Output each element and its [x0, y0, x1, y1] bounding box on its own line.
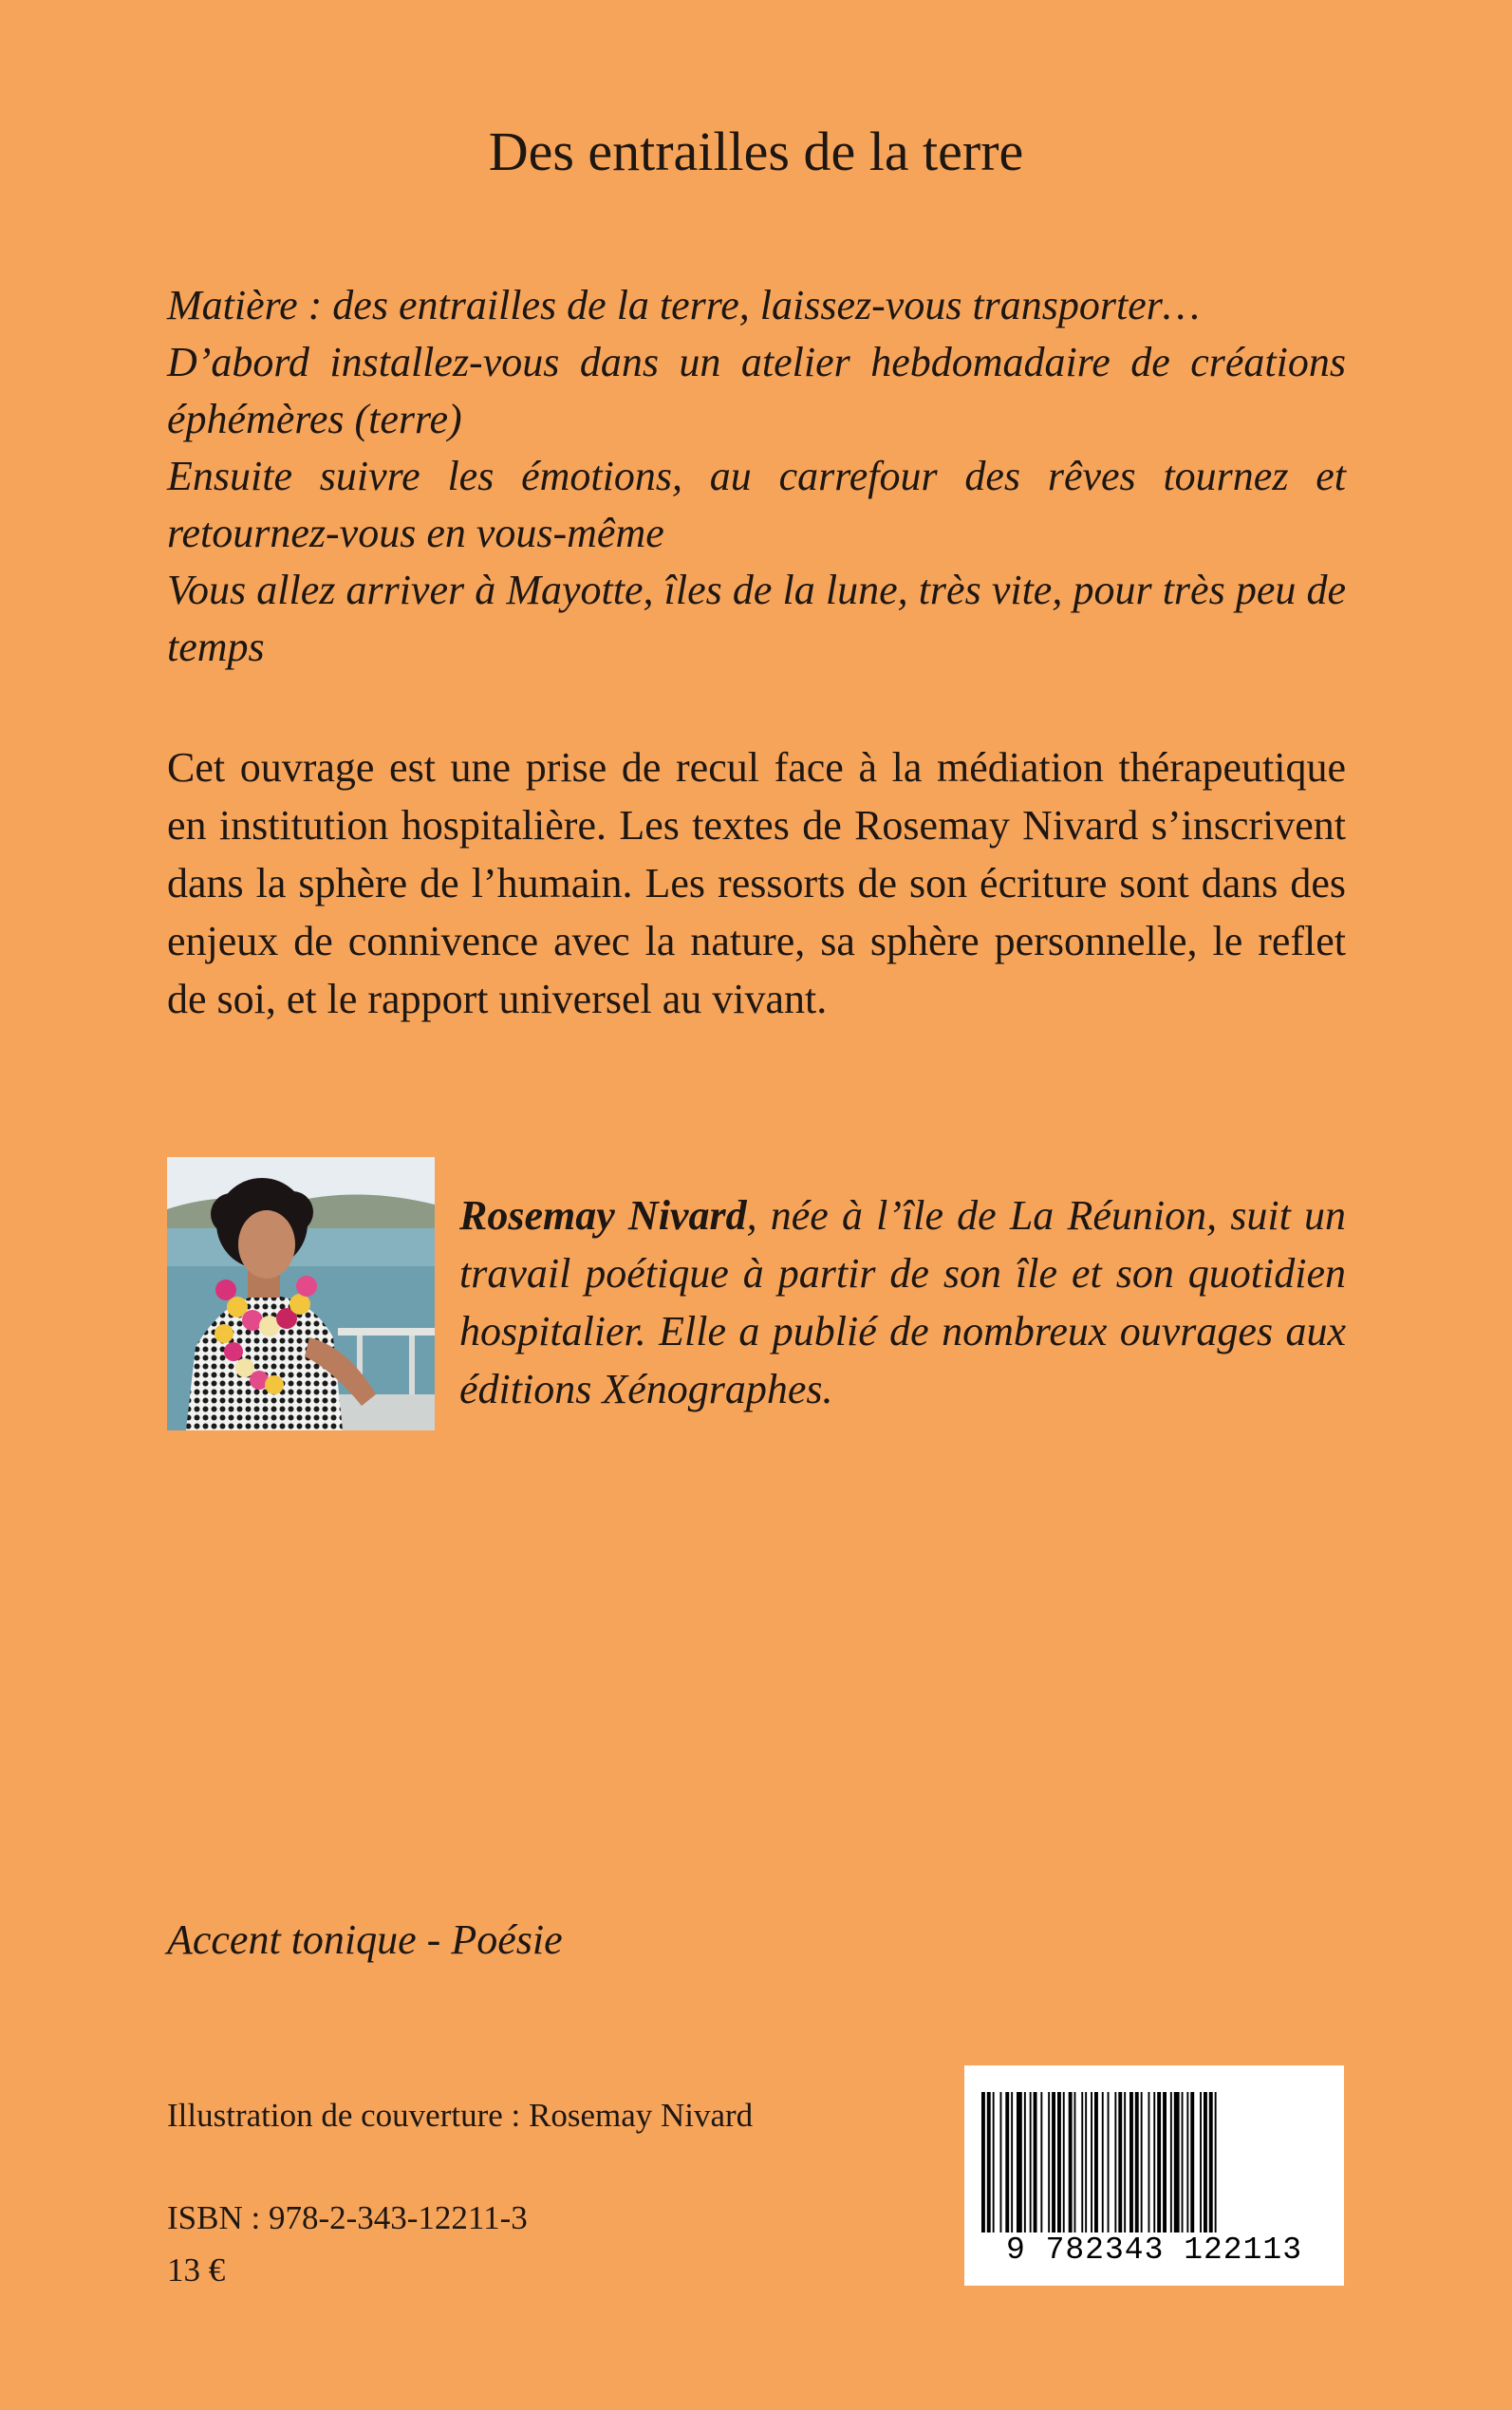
book-description: Cet ouvrage est une prise de recul face à la médiation thérapeutique en institution hospitalière. Les textes de Rosemay Nivard s’inscrivent dans la sphère de l’humain. Les ressorts de son écriture sont dans des enjeux de connivence avec la nature, sa sphère personnelle, le reflet de soi, et le rapport universel au vivant. [167, 744, 1346, 1022]
barcode-bar [1215, 2092, 1217, 2233]
barcode-bar [1118, 2092, 1122, 2233]
barcode-bar [1182, 2092, 1184, 2233]
cover-illustration-credit: Illustration de couverture : Rosemay Nivard [167, 2097, 754, 2134]
book-title: Des entrailles de la terre [488, 121, 1024, 182]
barcode-bar [1024, 2092, 1026, 2233]
barcode-bar [1048, 2092, 1050, 2233]
barcode-bar [1000, 2092, 1002, 2233]
isbn: ISBN : 978-2-343-12211-3 [167, 2199, 528, 2236]
barcode-bar [1091, 2092, 1092, 2233]
author-bio-text: , née à l’île de La Réunion, suit un travail poétique à partir de son île et son quotidien hospitalier. Elle a publié de nombreux ouvrages aux éditions Xénographes. [459, 1192, 1347, 1412]
barcode-bar [1017, 2092, 1022, 2233]
barcode-bar [1040, 2092, 1042, 2233]
barcode-bar [1153, 2092, 1155, 2233]
author-name: Rosemay Nivard [459, 1192, 747, 1239]
poem-line: Vous allez arriver à Mayotte, îles de la lune, très vite, pour très peu de temps [167, 567, 1346, 670]
barcode-bar [1063, 2092, 1065, 2233]
barcode-bar [1148, 2092, 1150, 2233]
price: 13 € [167, 2251, 226, 2289]
barcode-bar [1081, 2092, 1083, 2233]
barcode-bar [1186, 2092, 1188, 2233]
barcode-bar [1057, 2092, 1061, 2233]
collection-label: Accent tonique - Poésie [167, 1916, 563, 1963]
poem-line: Ensuite suivre les émotions, au carrefour des rêves tournez et retournez-vous en vous-même [167, 453, 1346, 556]
barcode-bar [1005, 2092, 1009, 2233]
barcode-bar [1108, 2092, 1110, 2233]
barcode-bar [1200, 2092, 1202, 2233]
barcode-bar [1141, 2092, 1143, 2233]
barcode-bar [1204, 2092, 1207, 2233]
barcode-bar [1030, 2092, 1032, 2233]
barcode-bar [993, 2092, 995, 2233]
author-photo [167, 1157, 435, 1430]
barcode-bar [1114, 2092, 1116, 2233]
author-bio [459, 1186, 1346, 1418]
barcode-bar [1011, 2092, 1013, 2233]
poem-line: D’abord installez-vous dans un atelier hebdomadaire de créations éphémères (terre) [167, 339, 1346, 442]
barcode-bar [1209, 2092, 1213, 2233]
barcode-bar [1157, 2092, 1161, 2233]
barcode-bar [1102, 2092, 1104, 2233]
barcode-bar [987, 2092, 991, 2233]
barcode-bar [1052, 2092, 1055, 2233]
barcode-bar [1170, 2092, 1172, 2233]
barcode-bar [1069, 2092, 1073, 2233]
barcode-bar [1135, 2092, 1139, 2233]
barcode-bar [1190, 2092, 1194, 2233]
barcode-bar [1174, 2092, 1180, 2233]
barcode-bar [1094, 2092, 1098, 2233]
barcode [964, 2065, 1344, 2286]
barcode-bar [1129, 2092, 1133, 2233]
barcode-bar [1124, 2092, 1126, 2233]
barcode-bar [1163, 2092, 1167, 2233]
barcode-bar [1074, 2092, 1076, 2233]
barcode-digits: 9 782343 122113 [1005, 2233, 1303, 2268]
barcode-bar [1034, 2092, 1037, 2233]
poem-excerpt [167, 277, 1346, 676]
barcode-bar [1085, 2092, 1087, 2233]
poem-line: Matière : des entrailles de la terre, laissez-vous transporter… [167, 282, 1201, 328]
barcode-bar [981, 2092, 985, 2233]
